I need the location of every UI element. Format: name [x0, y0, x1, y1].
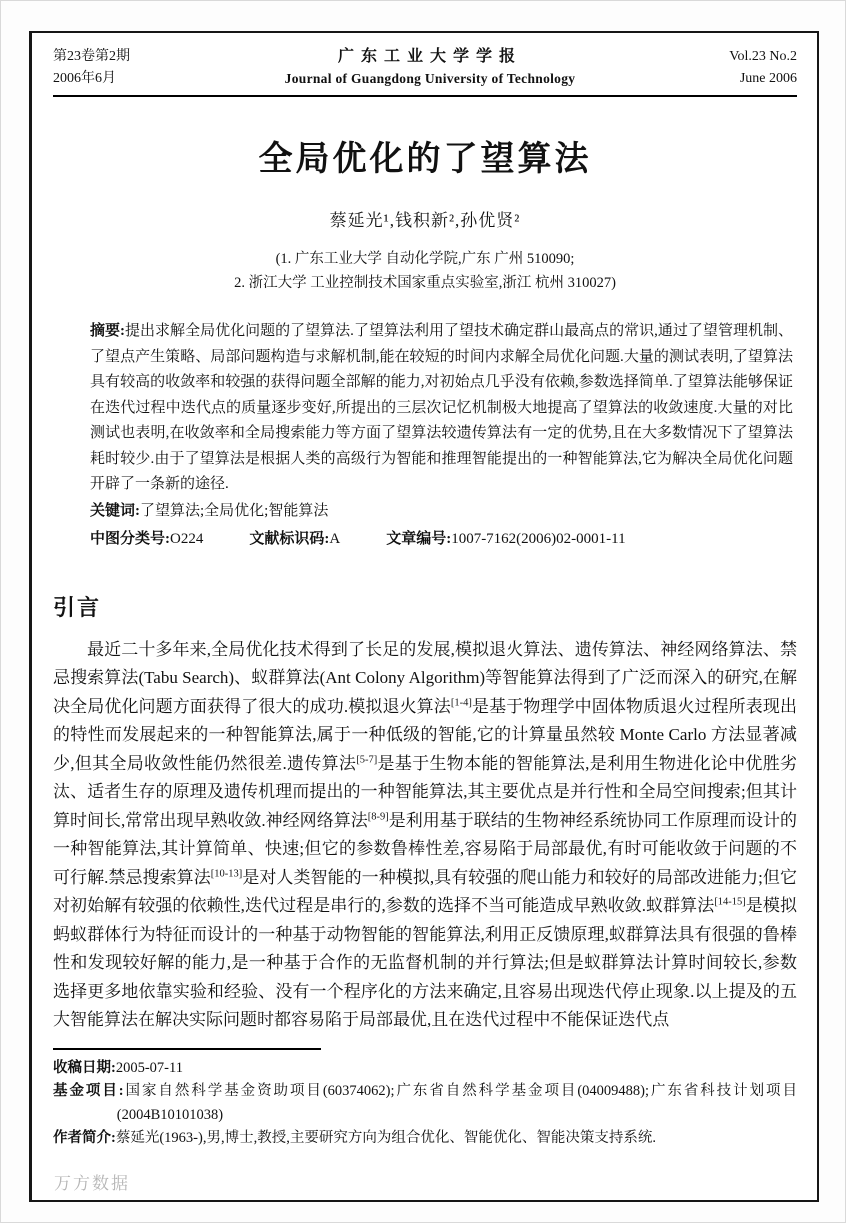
- journal-header: [53, 46, 797, 90]
- issue-date-en: June 2006: [739, 71, 797, 86]
- fund-value: 国家自然科学基金资助项目(60374062);广东省自然科学基金项目(04009488);广东省科技计划项目(2004B10101038): [116, 1083, 797, 1123]
- document-code-value: A: [329, 531, 341, 547]
- clc-label: 中图分类号:: [90, 531, 170, 547]
- footnotes-block: [53, 1048, 797, 1151]
- fund-label: 基金项目:: [53, 1083, 124, 1099]
- footnote-divider: [53, 1048, 321, 1050]
- volume-issue-cn: 第23卷第2期: [53, 49, 130, 64]
- author-bio-line: [53, 1127, 797, 1151]
- article-number-label: 文章编号:: [386, 531, 452, 547]
- volume-issue-en: Vol.23 No.2: [729, 49, 797, 64]
- received-date-value: 2005-07-11: [115, 1059, 183, 1076]
- received-date-label: 收稿日期:: [53, 1059, 116, 1076]
- article-title: 全局优化的了望算法: [258, 141, 592, 178]
- clc-value: O224: [170, 531, 204, 547]
- document-code-label: 文献标识码:: [249, 531, 330, 547]
- article-number: [386, 527, 625, 553]
- issue-date-cn: 2006年6月: [53, 71, 116, 86]
- abstract-label: 摘要:: [90, 323, 126, 339]
- authors-line: 蔡延光¹,钱积新²,孙优贤²: [329, 211, 521, 230]
- received-date-line: [53, 1057, 797, 1081]
- abstract-block: [90, 319, 793, 553]
- journal-issue-info-cn: [53, 46, 173, 90]
- affiliation-line-1: (1. 广东工业大学 自动化学院,广东 广州 510090;: [275, 251, 575, 267]
- article-number-value: 1007-7162(2006)02-0001-11: [451, 531, 626, 547]
- keywords-text: 了望算法;全局优化;智能算法: [140, 502, 329, 519]
- header-divider: [53, 95, 797, 97]
- author-bio-value: 蔡延光(1963-),男,博士,教授,主要研究方向为组合优化、智能优化、智能决策支持系统.: [115, 1130, 656, 1146]
- journal-name-en: Journal of Guangdong University of Technology: [284, 71, 576, 86]
- classification-line: [90, 527, 793, 553]
- wanfang-watermark: 万方数据: [54, 1174, 130, 1193]
- journal-name: [173, 46, 687, 90]
- introduction-paragraph: 最近二十多年来,全局优化技术得到了长足的发展,模拟退火算法、遗传算法、神经网络算法、禁忌搜索算法(Tabu Search)、蚁群算法(Ant Colony Algorithm)等智能算法得到了广泛而深入的研究,在解决全局优化问题方面获得了很大的成功.模拟退火算法[1-4]是基于物理学中固体物质退火过程所表现出的特性而发展起来的一种智能算法,属于一种低级的智能,它的计算量虽然较 Monte Carlo 方法显著减少,但其全局收敛性能仍然很差.遗传算法[5-7]是基于生物本能的智能算法,是利用生物进化论中优胜劣汰、适者生存的原理及遗传机理而提出的一种智能算法,其主要优点是并行性和全局空间搜索;但其计算时间长,常常出现早熟收敛.神经网络算法[8-9]是利用基于联结的生物神经系统协同工作原理而设计的一种智能算法,其计算简单、快速;但它的参数鲁棒性差,容易陷于局部最优,有时可能收敛于问题的不可行解.禁忌搜索算法[10-13]是对人类智能的一种模拟,具有较强的爬山能力和较好的局部改进能力;但它对初始解有较强的依赖性,迭代过程是串行的,参数的选择不当可能造成早熟收敛.蚁群算法[14-15]是模拟蚂蚁群体行为特征而设计的一种基于动物智能的智能算法,利用正反馈原理,蚁群算法具有很强的鲁棒性和发现较好解的能力,是一种基于合作的无监督机制的并行算法;但是蚁群算法计算时间较长,参数选择更多地依靠实验和经验、没有一个程序化的方法来确定,且容易出现迭代停止现象.以上提及的五大智能算法在解决实际问题时都容易陷于局部最优,且在迭代过程中不能保证迭代点: [53, 639, 798, 1029]
- journal-issue-info-en: [687, 46, 797, 90]
- section-heading-introduction: 引言: [53, 594, 102, 620]
- page-border-frame: [29, 31, 819, 1202]
- keywords-label: 关键词:: [90, 502, 140, 519]
- abstract-paragraph: [90, 319, 793, 498]
- keywords-line: [90, 499, 793, 525]
- fund-line: [53, 1080, 797, 1127]
- clc-number: [90, 527, 203, 553]
- document-code: [249, 527, 340, 553]
- author-bio-label: 作者简介:: [53, 1130, 116, 1146]
- abstract-text: 提出求解全局优化问题的了望算法.了望算法利用了望技术确定群山最高点的常识,通过了望管理机制、了望点产生策略、局部问题构造与求解机制,能在较短的时间内求解全局优化问题.大量的测试表明,了望算法具有较高的收敛率和较强的获得问题全部解的能力,对初始点几乎没有依赖,参数选择简单.了望算法能够保证在迭代过程中迭代点的质量逐步变好,所提出的三层次记忆机制极大地提高了望算法的收敛速度.大量的对比测试也表明,在收敛率和全局搜索能力等方面了望算法较遗传算法有一定的优势,且在大多数情况下了望算法耗时较少.由于了望算法是根据人类的高级行为智能和推理智能提出的一种智能算法,它为解决全局优化问题开辟了一条新的途径.: [90, 323, 793, 492]
- journal-name-cn: 广东工业大学学报: [337, 48, 522, 65]
- affiliation-line-2: 2. 浙江大学 工业控制技术国家重点实验室,浙江 杭州 310027): [234, 275, 616, 291]
- affiliations: [53, 247, 797, 295]
